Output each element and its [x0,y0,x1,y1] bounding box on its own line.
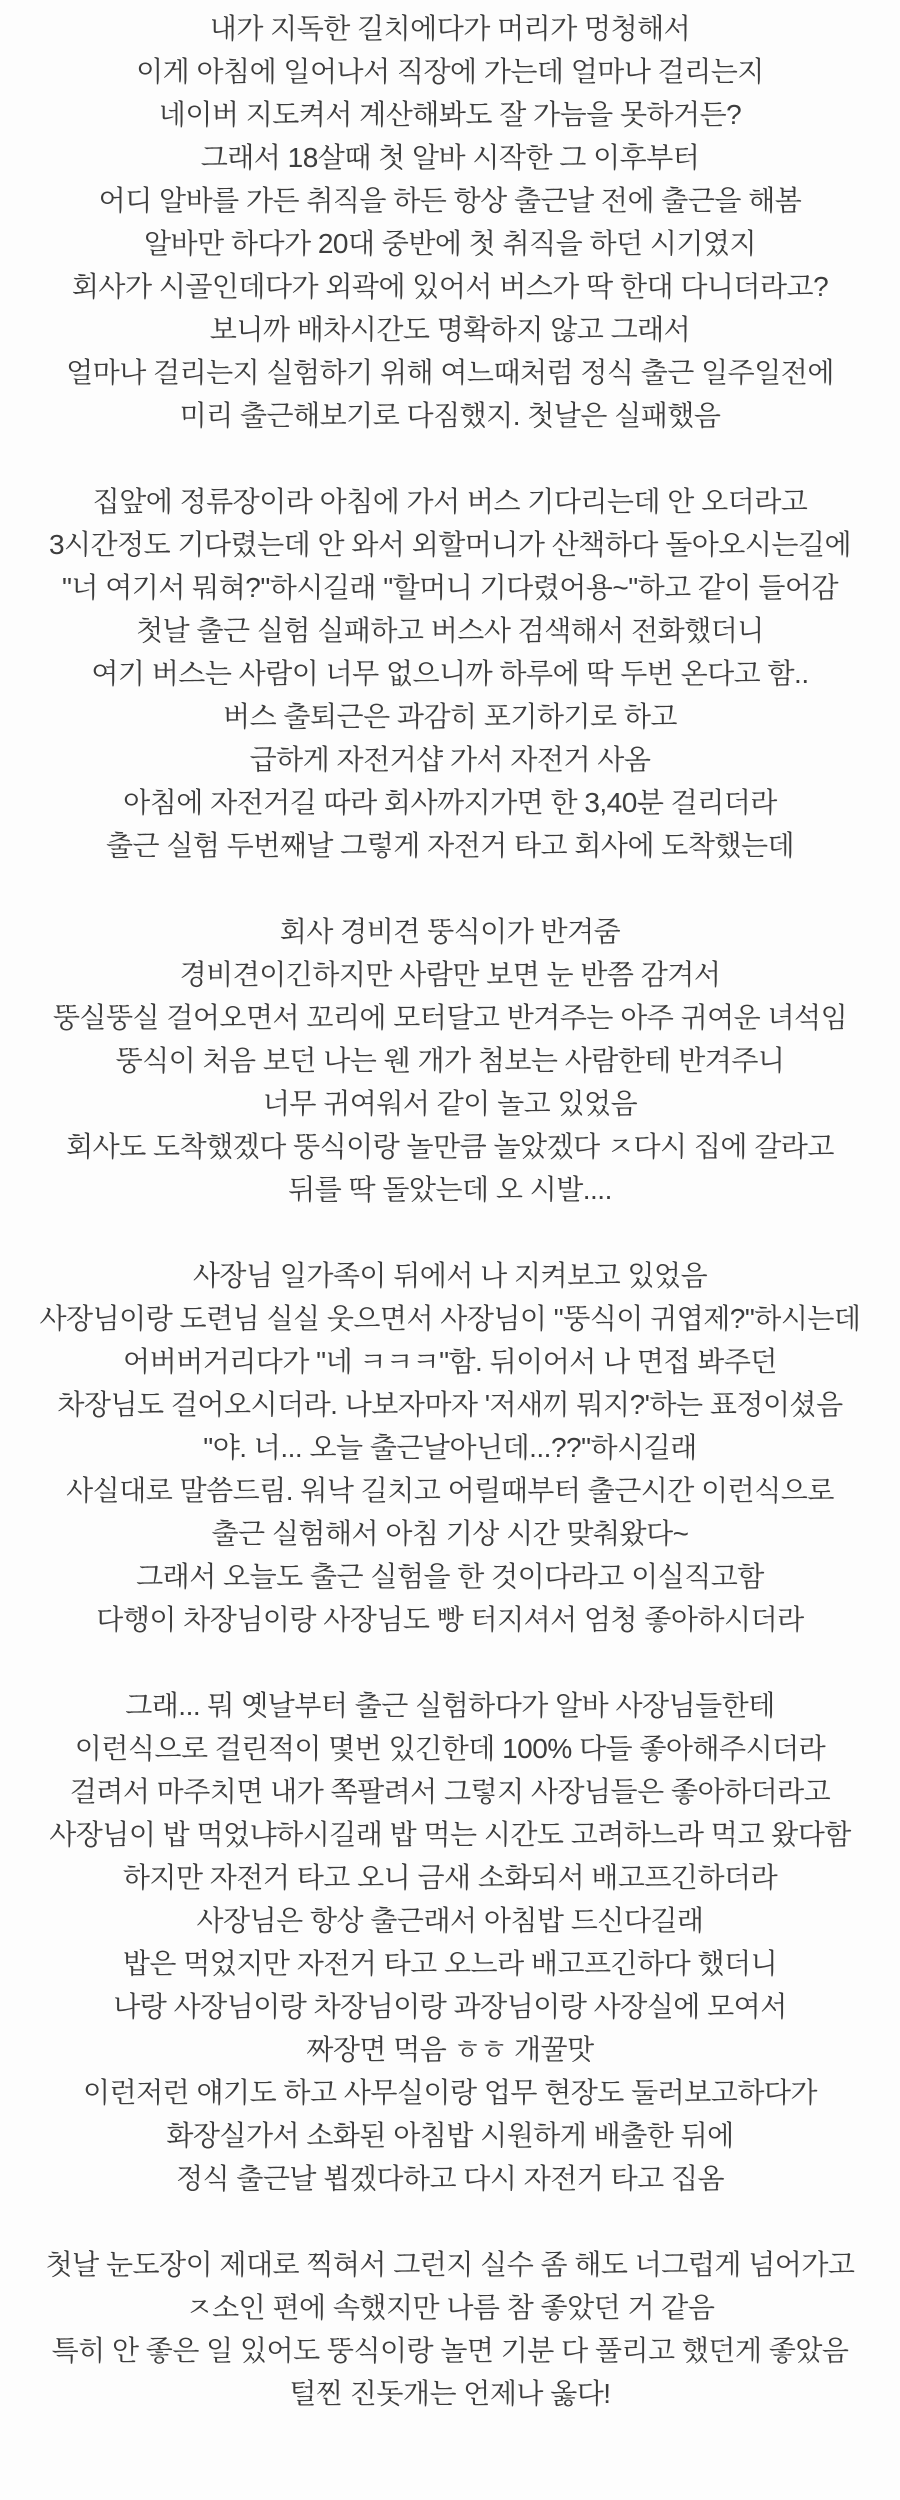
text-line: 첫날 출근 실험 실패하고 버스사 검색해서 전화했더니 [136,615,764,646]
paragraph [0,2243,900,2415]
text-line: 출근 실험 두번째날 그렇게 자전거 타고 회사에 도착했는데 [105,830,795,861]
paragraph-list [0,7,900,2415]
text-line: 사장님이랑 도련님 실실 웃으면서 사장님이 "뚱식이 귀엽제?"하시는데 [39,1303,861,1334]
text-line: 사장님이 밥 먹었냐하시길래 밥 먹는 시간도 고려하느라 먹고 왔다함 [49,1819,851,1850]
text-line: 뚱실뚱실 걸어오면서 꼬리에 모터달고 반겨주는 아주 귀여운 녀석임 [52,1002,848,1033]
text-line: 얼마나 걸리는지 실험하기 위해 여느때처럼 정식 출근 일주일전에 [66,357,834,388]
text-line: 특히 안 좋은 일 있어도 뚱식이랑 놀면 기분 다 풀리고 했던게 좋았음 [51,2335,849,2366]
text-line: 버스 출퇴근은 과감히 포기하기로 하고 [223,701,677,732]
text-line: 화장실가서 소화된 아침밥 시원하게 배출한 뒤에 [166,2120,734,2151]
text-line: 짜장면 먹음 ㅎㅎ 개꿀맛 [306,2034,594,2065]
text-line: 미리 출근해보기로 다짐했지. 첫날은 실패했음 [179,400,721,431]
text-line: "너 여기서 뭐혀?"하시길래 "할머니 기다렸어용~"하고 같이 들어감 [61,572,839,603]
text-line: 출근 실험해서 아침 기상 시간 맞춰왔다~ [211,1518,689,1549]
text-line: 다행이 차장님이랑 사장님도 빵 터지셔서 엄청 좋아하시더라 [96,1604,804,1635]
text-line: 나랑 사장님이랑 차장님이랑 과장님이랑 사장실에 모여서 [113,1991,787,2022]
text-line: 그래서 18살때 첫 알바 시작한 그 이후부터 [200,142,700,173]
text-line: 내가 지독한 길치에다가 머리가 멍청해서 [209,13,691,44]
text-line: 어디 알바를 가든 취직을 하든 항상 출근날 전에 출근을 해봄 [98,185,802,216]
text-line: 사장님 일가족이 뒤에서 나 지켜보고 있었음 [192,1260,708,1291]
text-line: 차장님도 걸어오시더라. 나보자마자 '저새끼 뭐지?'하는 표정이셨음 [57,1389,843,1420]
text-line: 보니까 배차시간도 명확하지 않고 그래서 [209,314,691,345]
text-line: 경비견이긴하지만 사람만 보면 눈 반쯤 감겨서 [179,959,721,990]
text-line: 사실대로 말씀드림. 워낙 길치고 어릴때부터 출근시간 이런식으로 [66,1475,834,1506]
paragraph [0,480,900,867]
paragraph [0,910,900,1211]
text-line: ㅈ소인 편에 속했지만 나름 참 좋았던 거 같음 [185,2292,715,2323]
text-line: 뚱식이 처음 보던 나는 웬 개가 첨보는 사람한테 반겨주니 [115,1045,785,1076]
text-line: 이런식으로 걸린적이 몇번 있긴한데 100% 다들 좋아해주시더라 [74,1733,826,1764]
paragraph [0,1684,900,2200]
text-line: 너무 귀여워서 같이 놀고 있었음 [262,1088,638,1119]
text-line: 걸려서 마주치면 내가 쪽팔려서 그렇지 사장님들은 좋아하더라고 [69,1776,831,1807]
text-line: 네이버 지도켜서 계산해봐도 잘 가늠을 못하거든? [158,99,742,130]
text-line: 아침에 자전거길 따라 회사까지가면 한 3,40분 걸리더라 [123,787,777,818]
text-line: 알바만 하다가 20대 중반에 첫 취직을 하던 시기였지 [143,228,757,259]
text-line: 하지만 자전거 타고 오니 금새 소화되서 배고프긴하더라 [122,1862,778,1893]
text-line: 그래... 뭐 옛날부터 출근 실험하다가 알바 사장님들한테 [125,1690,775,1721]
text-line: 그래서 오늘도 출근 실험을 한 것이다라고 이실직고함 [136,1561,764,1592]
text-line: 첫날 눈도장이 제대로 찍혀서 그런지 실수 좀 해도 너그럽게 넘어가고 [45,2249,855,2280]
paragraph [0,7,900,437]
text-line: 이런저런 얘기도 하고 사무실이랑 업무 현장도 둘러보고하다가 [83,2077,817,2108]
text-line: 뒤를 딱 돌았는데 오 시발.... [288,1174,612,1205]
text-line: 정식 출근날 뵙겠다하고 다시 자전거 타고 집옴 [175,2163,725,2194]
text-line: 회사 경비견 뚱식이가 반겨줌 [279,916,621,947]
text-line: 집앞에 정류장이라 아침에 가서 버스 기다리는데 안 오더라고 [92,486,808,517]
text-line: 회사가 시골인데다가 외곽에 있어서 버스가 딱 한대 다니더라고? [71,271,829,302]
text-line: 밥은 먹었지만 자전거 타고 오느라 배고프긴하다 했더니 [122,1948,778,1979]
text-line: 이게 아침에 일어나서 직장에 가는데 얼마나 걸리는지 [136,56,764,87]
text-line: 급하게 자전거샵 가서 자전거 사옴 [249,744,651,775]
text-line: 어버버거리다가 "네 ㅋㅋㅋ"함. 뒤이어서 나 면접 봐주던 [123,1346,777,1377]
text-line: 털찐 진돗개는 언제나 옳다! [289,2378,611,2409]
text-line: 여기 버스는 사람이 너무 없으니까 하루에 딱 두번 온다고 함.. [91,658,809,689]
text-line: 회사도 도착했겠다 뚱식이랑 놀만큼 놀았겠다 ㅈ다시 집에 갈라고 [66,1131,834,1162]
text-line: 3시간정도 기다렸는데 안 와서 외할머니가 산책하다 돌아오시는길에 [48,529,852,560]
text-line: "야. 너... 오늘 출근날아닌데...??"하시길래 [203,1432,697,1463]
text-line: 사장님은 항상 출근래서 아침밥 드신다길래 [196,1905,704,1936]
paragraph [0,1254,900,1641]
